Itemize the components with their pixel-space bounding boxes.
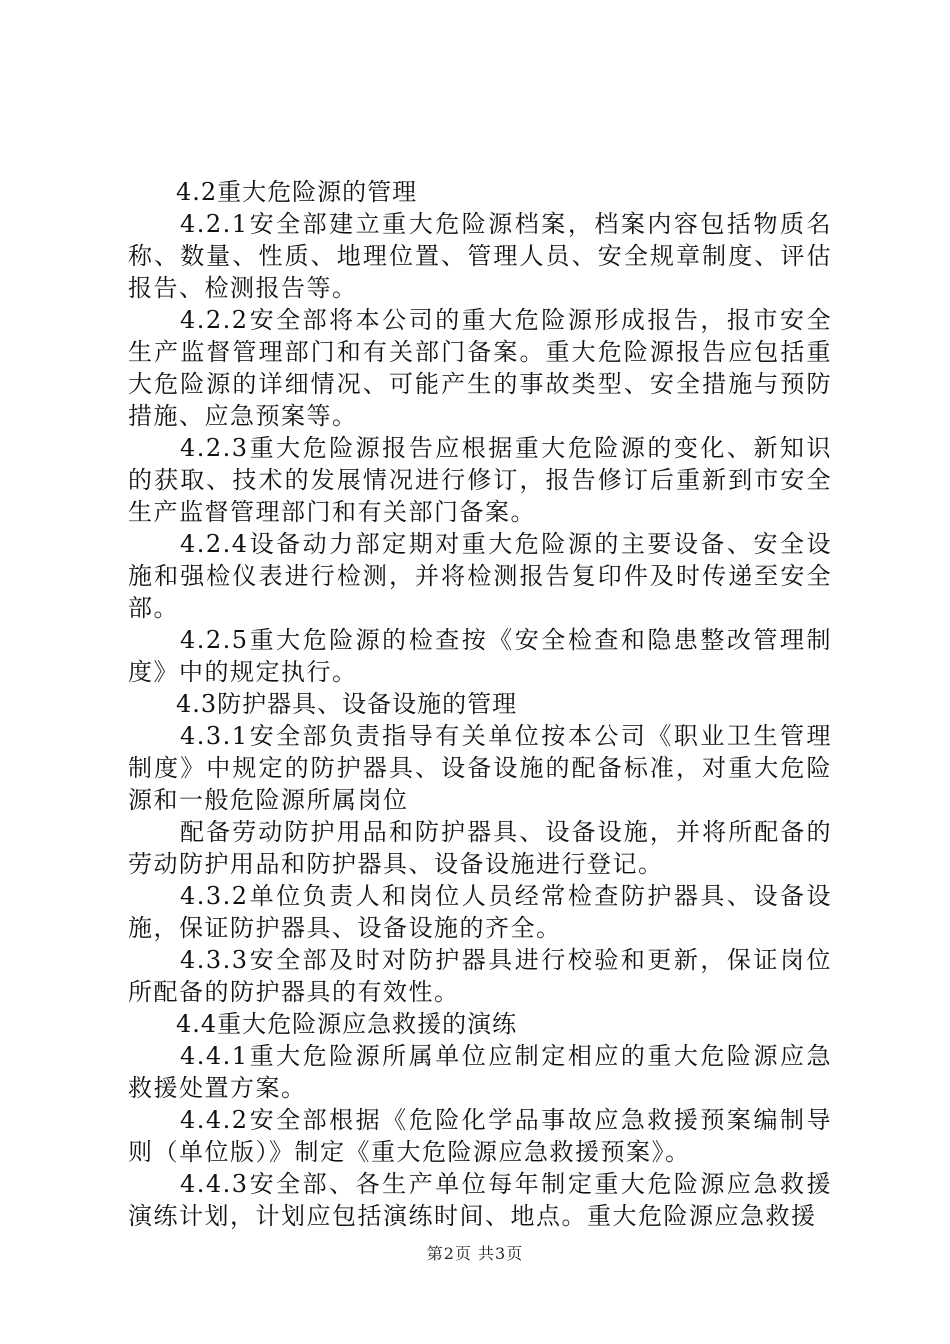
section-heading-4-2: 4.2重大危险源的管理 [176,178,418,206]
paragraph-4-4-3: 4.4.3安全部、各生产单位每年制定重大危险源应急救援演练计划，计划应包括演练时间、地点。重大危险源应急救援 [128,1170,832,1230]
page-number-footer: 第2页 共3页 [426,1244,524,1263]
paragraph-4-2-5: 4.2.5重大危险源的检查按《安全检查和隐患整改管理制度》中的规定执行。 [128,626,832,686]
paragraph-4-4-2: 4.4.2安全部根据《危险化学品事故应急救援预案编制导则（单位版）》制定《重大危险源应急救援预案》。 [128,1106,832,1166]
paragraph-4-2-3: 4.2.3重大危险源报告应根据重大危险源的变化、新知识的获取、技术的发展情况进行修订，报告修订后重新到市安全生产监督管理部门和有关部门备案。 [128,434,832,526]
paragraph-4-3-2: 4.3.2单位负责人和岗位人员经常检查防护器具、设备设施，保证防护器具、设备设施的齐全。 [128,882,832,942]
paragraph-4-2-2: 4.2.2安全部将本公司的重大危险源形成报告，报市安全生产监督管理部门和有关部门备案。重大危险源报告应包括重大危险源的详细情况、可能产生的事故类型、安全措施与预防措施、应急预案等。 [128,306,832,430]
paragraph-4-2-4: 4.2.4设备动力部定期对重大危险源的主要设备、安全设施和强检仪表进行检测，并将检测报告复印件及时传递至安全部。 [128,530,832,622]
paragraph-4-2-1: 4.2.1安全部建立重大危险源档案，档案内容包括物质名称、数量、性质、地理位置、管理人员、安全规章制度、评估报告、检测报告等。 [128,210,832,302]
paragraph-4-3-1-continued: 配备劳动防护用品和防护器具、设备设施，并将所配备的劳动防护用品和防护器具、设备设施进行登记。 [128,818,832,878]
section-heading-4-3: 4.3防护器具、设备设施的管理 [176,690,518,718]
paragraph-4-3-3: 4.3.3安全部及时对防护器具进行校验和更新，保证岗位所配备的防护器具的有效性。 [128,946,832,1006]
document-body [128,176,832,1232]
paragraph-4-4-1: 4.4.1重大危险源所属单位应制定相应的重大危险源应急救援处置方案。 [128,1042,832,1102]
paragraph-4-3-1: 4.3.1安全部负责指导有关单位按本公司《职业卫生管理制度》中规定的防护器具、设备设施的配备标准，对重大危险源和一般危险源所属岗位 [128,722,832,814]
section-heading-4-4: 4.4重大危险源应急救援的演练 [176,1010,518,1038]
